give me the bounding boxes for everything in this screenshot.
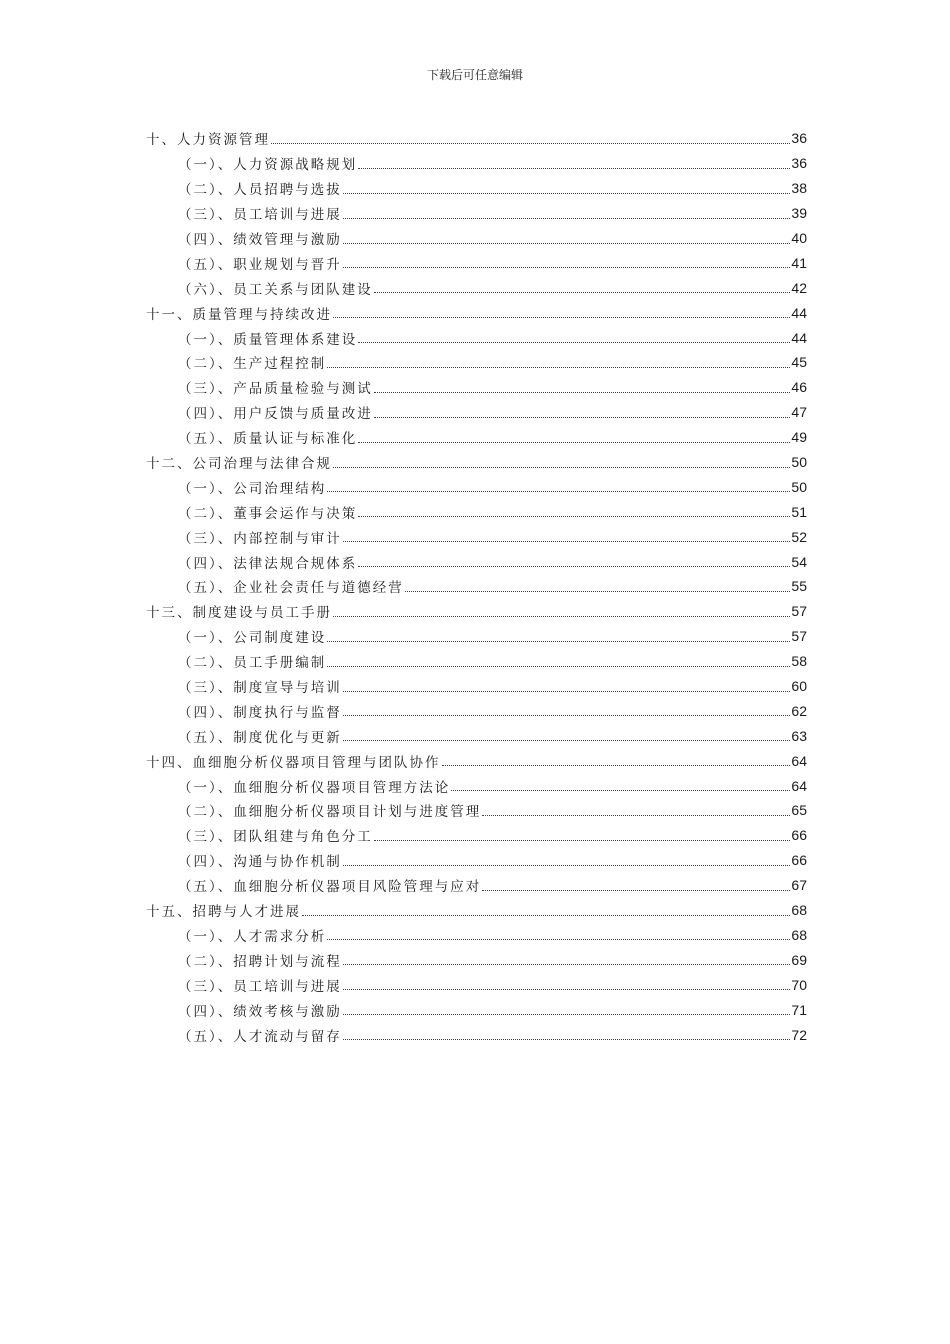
toc-page-number: 64 (791, 752, 807, 769)
toc-dot-leader (451, 790, 790, 791)
toc-page-number: 50 (791, 478, 807, 495)
toc-section-entry[interactable] (146, 823, 807, 848)
toc-entry-title: （四）、绩效考核与激励 (178, 1003, 342, 1020)
toc-dot-leader (327, 939, 790, 940)
toc-section-entry[interactable] (146, 250, 807, 275)
toc-page-number: 64 (791, 777, 807, 794)
toc-dot-leader (343, 964, 791, 965)
toc-dot-leader (374, 840, 791, 841)
toc-dot-leader (343, 740, 791, 741)
toc-entry-title: （一）、公司治理结构 (178, 480, 327, 497)
toc-dot-leader (442, 765, 791, 766)
toc-page-number: 54 (791, 553, 807, 570)
toc-entry-title: （二）、生产过程控制 (178, 356, 327, 373)
toc-entry-title: （二）、血细胞分析仪器项目计划与进度管理 (178, 804, 482, 821)
toc-chapter-entry[interactable] (146, 748, 807, 773)
toc-entry-title: （二）、招聘计划与流程 (178, 953, 342, 970)
toc-dot-leader (333, 317, 790, 318)
toc-section-entry[interactable] (146, 1022, 807, 1047)
toc-dot-leader (343, 243, 791, 244)
toc-entry-title: （五）、人才流动与留存 (178, 1028, 342, 1045)
toc-entry-title: （五）、血细胞分析仪器项目风险管理与应对 (178, 879, 482, 896)
toc-entry-title: （三）、制度宣导与培训 (178, 680, 342, 697)
toc-entry-title: （五）、质量认证与标准化 (178, 431, 358, 448)
toc-page-number: 44 (791, 304, 807, 321)
toc-page-number: 46 (791, 379, 807, 396)
toc-section-entry[interactable] (146, 499, 807, 524)
toc-page-number: 45 (791, 354, 807, 371)
toc-dot-leader (405, 591, 791, 592)
toc-chapter-entry[interactable] (146, 126, 807, 151)
toc-page-number: 38 (791, 180, 807, 197)
toc-page-number: 47 (791, 404, 807, 421)
toc-page-number: 72 (791, 1026, 807, 1043)
toc-section-entry[interactable] (146, 698, 807, 723)
toc-dot-leader (343, 1014, 791, 1015)
toc-entry-title: （一）、血细胞分析仪器项目管理方法论 (178, 779, 451, 796)
toc-dot-leader (327, 666, 790, 667)
toc-entry-title: 十三、制度建设与员工手册 (146, 605, 332, 622)
toc-section-entry[interactable] (146, 474, 807, 499)
toc-entry-title: 十、人力资源管理 (146, 132, 270, 149)
toc-dot-leader (271, 143, 790, 144)
toc-entry-title: 十五、招聘与人才进展 (146, 904, 301, 921)
toc-page-number: 66 (791, 852, 807, 869)
toc-chapter-entry[interactable] (146, 898, 807, 923)
toc-dot-leader (343, 691, 791, 692)
toc-page-number: 42 (791, 279, 807, 296)
toc-chapter-entry[interactable] (146, 450, 807, 475)
toc-page-number: 51 (791, 503, 807, 520)
toc-page-number: 36 (791, 130, 807, 147)
toc-entry-title: （四）、用户反馈与质量改进 (178, 406, 373, 423)
header-note: 下载后可任意编辑 (426, 68, 523, 82)
toc-section-entry[interactable] (146, 848, 807, 873)
toc-entry-title: （三）、产品质量检验与测试 (178, 381, 373, 398)
toc-page-number: 69 (791, 951, 807, 968)
toc-section-entry[interactable] (146, 997, 807, 1022)
toc-page-number: 49 (791, 429, 807, 446)
toc-section-entry[interactable] (146, 674, 807, 699)
toc-entry-title: （三）、员工培训与进展 (178, 978, 342, 995)
toc-dot-leader (302, 915, 790, 916)
toc-page-number: 67 (791, 877, 807, 894)
toc-page-number: 36 (791, 155, 807, 172)
toc-section-entry[interactable] (146, 923, 807, 948)
toc-section-entry[interactable] (146, 972, 807, 997)
toc-entry-title: （二）、员工手册编制 (178, 655, 327, 672)
toc-entry-title: （四）、绩效管理与激励 (178, 232, 342, 248)
toc-dot-leader (374, 417, 791, 418)
toc-entry-title: （三）、员工培训与进展 (178, 207, 342, 224)
toc-page-number: 55 (791, 578, 807, 595)
toc-dot-leader (343, 218, 791, 219)
toc-entry-title: （二）、人员招聘与选拔 (178, 182, 342, 199)
toc-section-entry[interactable] (146, 350, 807, 375)
toc-section-entry[interactable] (146, 151, 807, 176)
toc-dot-leader (343, 989, 791, 990)
toc-dot-leader (343, 865, 791, 866)
toc-page-number: 39 (791, 205, 807, 222)
toc-page-number: 71 (791, 1001, 807, 1018)
toc-dot-leader (358, 168, 790, 169)
toc-entry-title: （五）、制度优化与更新 (178, 729, 342, 746)
toc-section-entry[interactable] (146, 624, 807, 649)
toc-chapter-entry[interactable] (146, 599, 807, 624)
toc-section-entry[interactable] (146, 773, 807, 798)
toc-entry-title: （五）、企业社会责任与道德经营 (178, 580, 404, 597)
toc-section-entry[interactable] (146, 524, 807, 549)
toc-entry-title: （六）、员工关系与团队建设 (178, 281, 373, 298)
toc-section-entry[interactable] (146, 325, 807, 350)
toc-entry-title: 十一、质量管理与持续改进 (146, 306, 332, 323)
toc-section-entry[interactable] (146, 176, 807, 201)
toc-entry-title: （三）、内部控制与审计 (178, 530, 342, 547)
toc-entry-title: （四）、沟通与协作机制 (178, 854, 342, 871)
toc-section-entry[interactable] (146, 723, 807, 748)
toc-section-entry[interactable] (146, 574, 807, 599)
toc-page-number: 63 (791, 727, 807, 744)
toc-section-entry[interactable] (146, 400, 807, 425)
toc-section-entry[interactable] (146, 226, 807, 251)
toc-entry-title: （五）、职业规划与晋升 (178, 256, 342, 273)
toc-dot-leader (482, 890, 790, 891)
toc-dot-leader (333, 467, 790, 468)
toc-page-number: 70 (791, 976, 807, 993)
toc-page-number: 66 (791, 827, 807, 844)
toc-entry-title: 十四、血细胞分析仪器项目管理与团队协作 (146, 754, 441, 771)
toc-section-entry[interactable] (146, 947, 807, 972)
toc-section-entry[interactable] (146, 425, 807, 450)
toc-entry-title: （一）、人力资源战略规划 (178, 157, 358, 174)
toc-section-entry[interactable] (146, 375, 807, 400)
toc-dot-leader (358, 516, 790, 517)
toc-entry-title: （三）、团队组建与角色分工 (178, 829, 373, 846)
toc-page-number: 58 (791, 653, 807, 670)
toc-page-number: 65 (791, 802, 807, 819)
toc-dot-leader (343, 1039, 791, 1040)
toc-dot-leader (327, 641, 790, 642)
toc-page-number: 68 (791, 926, 807, 943)
toc-page-number: 60 (791, 678, 807, 695)
toc-dot-leader (374, 392, 791, 393)
toc-dot-leader (358, 566, 790, 567)
toc-entry-title: 十二、公司治理与法律合规 (146, 456, 332, 473)
toc-section-entry[interactable] (146, 649, 807, 674)
toc-entry-title: （二）、董事会运作与决策 (178, 505, 358, 522)
toc-section-entry[interactable] (146, 549, 807, 574)
toc-entry-title: （一）、公司制度建设 (178, 630, 327, 647)
toc-page-number: 52 (791, 528, 807, 545)
toc-dot-leader (343, 715, 791, 716)
toc-chapter-entry[interactable] (146, 300, 807, 325)
toc-page-number: 44 (791, 329, 807, 346)
toc-dot-leader (327, 367, 790, 368)
toc-page-number: 40 (791, 230, 807, 246)
toc-page-number: 57 (791, 628, 807, 645)
toc-dot-leader (343, 267, 791, 268)
toc-dot-leader (358, 442, 790, 443)
toc-dot-leader (343, 541, 791, 542)
toc-dot-leader (374, 292, 791, 293)
toc-entry-title: （四）、制度执行与监督 (178, 704, 342, 721)
toc-page-number: 68 (791, 902, 807, 919)
toc-section-entry[interactable] (146, 798, 807, 823)
toc-dot-leader (333, 616, 790, 617)
toc-section-entry[interactable] (146, 873, 807, 898)
toc-section-entry[interactable] (146, 201, 807, 226)
toc-page-number: 57 (791, 603, 807, 620)
toc-section-entry[interactable] (146, 275, 807, 300)
toc-entry-title: （一）、人才需求分析 (178, 928, 327, 945)
toc-page-number: 50 (791, 454, 807, 471)
toc-entry-title: （四）、法律法规合规体系 (178, 555, 358, 572)
toc-dot-leader (358, 342, 790, 343)
table-of-contents (146, 126, 807, 1047)
toc-dot-leader (482, 815, 790, 816)
toc-dot-leader (327, 491, 790, 492)
toc-page-number: 41 (791, 254, 807, 271)
toc-dot-leader (343, 193, 791, 194)
toc-page-number: 62 (791, 702, 807, 719)
toc-entry-title: （一）、质量管理体系建设 (178, 331, 358, 348)
